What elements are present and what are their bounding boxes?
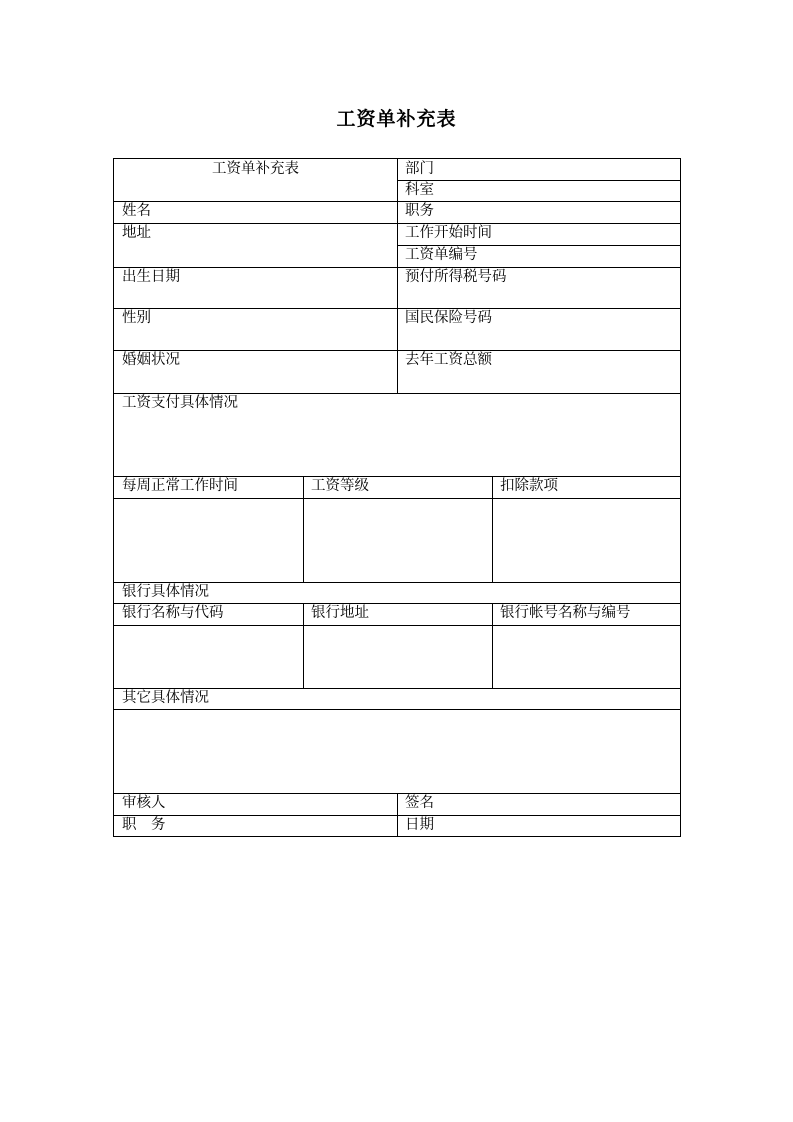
deductions-label: 扣除款项 <box>500 478 558 494</box>
bank-account-label: 银行帐号名称与编号 <box>500 605 631 621</box>
reviewer-label: 审核人 <box>122 795 166 811</box>
name-label: 姓名 <box>122 203 151 219</box>
insurance-number-label: 国民保险号码 <box>405 310 492 326</box>
bank-name-code-label: 银行名称与代码 <box>122 605 224 621</box>
position-label: 职务 <box>405 203 434 219</box>
bank-address-label: 银行地址 <box>311 605 369 621</box>
row-divider <box>114 709 680 710</box>
date-label: 日期 <box>405 817 434 833</box>
signature-label: 签名 <box>405 795 434 811</box>
pay-grade-label: 工资等级 <box>311 478 369 494</box>
birth-date-label: 出生日期 <box>122 269 180 285</box>
payment-details-label: 工资支付具体情况 <box>122 395 238 411</box>
page-title: 工资单补充表 <box>336 108 457 130</box>
marital-status-label: 婚姻状况 <box>122 352 180 368</box>
payroll-number-label: 工资单编号 <box>405 247 478 263</box>
tax-number-label: 预付所得税号码 <box>405 269 507 285</box>
last-year-total-label: 去年工资总额 <box>405 352 492 368</box>
other-details-label: 其它具体情况 <box>122 690 209 706</box>
gender-label: 性别 <box>122 310 151 326</box>
row-divider <box>114 498 680 499</box>
section-label: 科室 <box>405 182 434 198</box>
row-divider <box>114 625 680 626</box>
department-label: 部门 <box>405 161 434 177</box>
reviewer-position-label: 职 务 <box>122 817 166 833</box>
weekly-hours-label: 每周正常工作时间 <box>122 478 238 494</box>
form-header-title: 工资单补充表 <box>212 161 299 177</box>
payroll-supplement-form <box>113 158 681 837</box>
address-label: 地址 <box>122 225 151 241</box>
bank-details-label: 银行具体情况 <box>122 584 209 600</box>
start-date-label: 工作开始时间 <box>405 225 492 241</box>
